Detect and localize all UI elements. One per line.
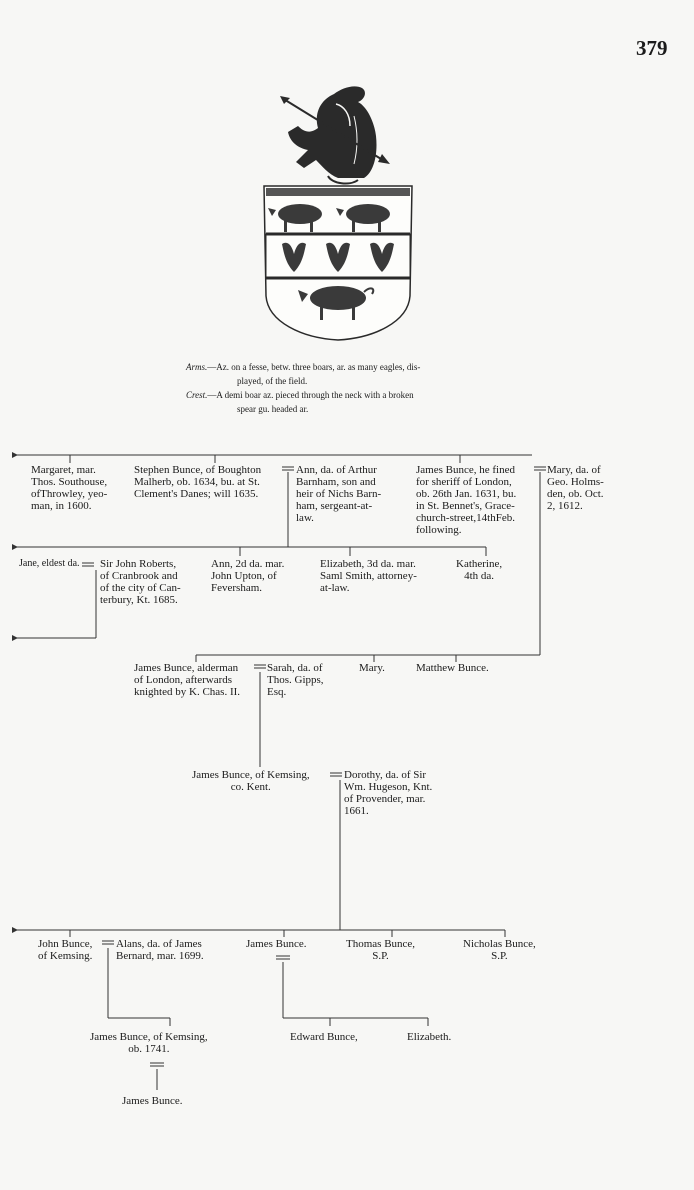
arms-blazon-cont: played, of the field. (237, 376, 308, 386)
person-jane: Jane, eldest da. (19, 558, 80, 569)
bracket-arrow-icons (12, 452, 18, 933)
person-katherine: Katherine, 4th da. (456, 558, 503, 582)
person-mary-holmsden: Mary, da. of Geo. Holms- den, ob. Oct. 2, 1612. (547, 464, 604, 512)
crest-blazon: Crest.—A demi boar az. pieced through the neck with a broken (186, 390, 414, 400)
person-margaret: Margaret, mar. Thos. Southouse, ofThrowley, yeo- man, in 1600. (31, 464, 108, 512)
person-edward-bunce: Edward Bunce, (290, 1031, 358, 1043)
person-ann-barnham: Ann, da. of Arthur Barnham, son and heir of Nichs Barn- ham, sergeant-at- law. (296, 464, 382, 524)
person-james-bunce-gen7: James Bunce. (122, 1095, 183, 1107)
person-dorothy-hugeson: Dorothy, da. of Sir Wm. Hugeson, Knt. of Provender, mar. 1661. (344, 769, 433, 817)
person-james-bunce-1741: James Bunce, of Kemsing, ob. 1741. (90, 1031, 208, 1055)
person-stephen-bunce: Stephen Bunce, of Boughton Malherb, ob. 1634, bu. at St. Clement's Danes; will 1635. (134, 464, 262, 500)
person-james-bunce-kemsing: James Bunce, of Kemsing, co. Kent. (192, 769, 310, 793)
person-elizabeth: Elizabeth. (407, 1031, 452, 1043)
person-sir-john-roberts: Sir John Roberts, of Cranbrook and of the city of Can- terbury, Kt. 1685. (100, 558, 181, 606)
person-sarah-gipps: Sarah, da. of Thos. Gipps, Esq. (267, 662, 324, 698)
person-mary: Mary. (359, 662, 385, 674)
person-nicholas-bunce: Nicholas Bunce, S.P. (463, 938, 536, 962)
person-ann-2d-da: Ann, 2d da. mar. John Upton, of Feversham. (211, 558, 285, 594)
person-elizabeth-3d-da: Elizabeth, 3d da. mar. Saml Smith, attorney- at-law. (320, 558, 417, 594)
person-john-bunce: John Bunce, of Kemsing. (38, 938, 93, 962)
person-james-bunce-alderman: James Bunce, alderman of London, afterwards knighted by K. Chas. II. (134, 662, 241, 698)
arms-blazon: Arms.—Az. on a fesse, betw. three boars, ar. as many eagles, dis- (186, 362, 421, 372)
person-thomas-bunce: Thomas Bunce, S.P. (346, 938, 416, 962)
crest-blazon-cont: spear gu. headed ar. (237, 404, 309, 414)
person-james-bunce-gen5: James Bunce. (246, 938, 307, 950)
page-number: 379 (636, 36, 668, 60)
person-james-bunce-sheriff: James Bunce, he fined for sheriff of London, ob. 26th Jan. 1631, bu. in St. Bennet's, Grace- church-street,14thFeb. following. (416, 464, 517, 536)
person-alans-bernard: Alans, da. of James Bernard, mar. 1699. (116, 938, 204, 962)
person-matthew-bunce: Matthew Bunce. (416, 662, 489, 674)
